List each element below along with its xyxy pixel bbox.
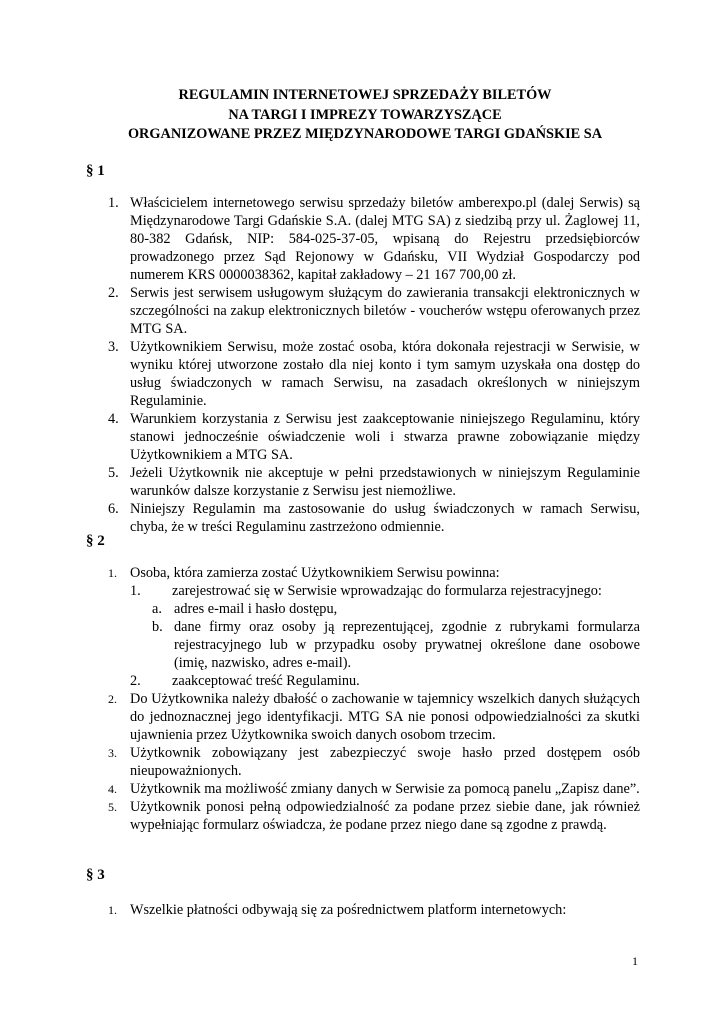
section-3-list <box>108 901 640 919</box>
alpha-item: b. dane firmy oraz osoby ją reprezentującej, zgodnie z rubrykami formularza rejestracyjnego lub w przypadku osoby prywatnej określone dane osobowe (imię, nazwisko, adres e-mail). <box>152 619 640 671</box>
list-item: 3. Użytkownik zobowiązany jest zabezpieczyć swoje hasło przed dostępem osób nieupoważnionych. <box>108 745 640 779</box>
section-2-list <box>108 564 640 834</box>
list-item: 6. Niniejszy Regulamin ma zastosowanie do usług świadczonych w ramach Serwisu, chyba, że w treści Regulaminu zastrzeżono odmiennie. <box>108 501 640 535</box>
page-number: 1 <box>632 954 638 968</box>
section-heading-1: § 1 <box>86 163 105 179</box>
title-line: REGULAMIN INTERNETOWEJ SPRZEDAŻY BILETÓW <box>178 87 552 103</box>
sub-item: 1. zarejestrować się w Serwisie wprowadzając do formularza rejestracyjnego: <box>130 583 602 599</box>
section-heading-2: § 2 <box>86 533 105 549</box>
list-item: 1. Właścicielem internetowego serwisu sprzedaży biletów amberexpo.pl (dalej Serwis) są Międzynarodowe Targi Gdańskie S.A. (dalej MTG SA) z siedzibą przy ul. Żaglowej 11, 80-382 Gdańsk, NIP: 584-025-37-05, wpisaną do Rejestru przedsiębiorców prowadzonego przez Sąd Rejonowy w Gdańsku, VII Wydział Gospodarczy pod numerem KRS 0000038362, kapitał zakładowy – 21 167 700,00 zł. <box>108 195 640 283</box>
list-item: 4. Użytkownik ma możliwość zmiany danych w Serwisie za pomocą panelu „Zapisz dane”. <box>108 781 640 797</box>
list-item: 1. Osoba, która zamierza zostać Użytkownikiem Serwisu powinna: <box>108 565 500 581</box>
section-heading-3: § 3 <box>86 867 105 883</box>
alpha-item: a. adres e-mail i hasło dostępu, <box>152 601 338 617</box>
title-line: ORGANIZOWANE PRZEZ MIĘDZYNARODOWE TARGI GDAŃSKIE SA <box>127 126 603 142</box>
section-1-list <box>108 194 640 536</box>
list-item: 1. Wszelkie płatności odbywają się za pośrednictwem platform internetowych: <box>108 902 567 918</box>
list-item: 5. Jeżeli Użytkownik nie akceptuje w pełni przedstawionych w niniejszym Regulaminie warunków dalsze korzystanie z Serwisu jest niemożliwe. <box>108 465 640 499</box>
list-item: 5. Użytkownik ponosi pełną odpowiedzialność za podane przez siebie dane, jak również wypełniając formularz oświadcza, że podane przez niego dane są zgodne z prawdą. <box>108 799 640 833</box>
list-item: 4. Warunkiem korzystania z Serwisu jest zaakceptowanie niniejszego Regulaminu, który stanowi jednocześnie oświadczenie woli i stwarza prawne zobowiązanie między Użytkownikiem a MTG SA. <box>108 411 640 463</box>
sub-item: 2. zaakceptować treść Regulaminu. <box>130 673 360 689</box>
list-item: 3. Użytkownikiem Serwisu, może zostać osoba, która dokonała rejestracji w Serwisie, w wyniku której utworzone zostało dla niej konto i tym samym uzyskała ona dostęp do usług świadczonych w ramach Serwisu, na zasadach określonych w niniejszym Regulaminie. <box>108 339 640 409</box>
list-item: 2. Serwis jest serwisem usługowym służącym do zawierania transakcji elektronicznych w szczególności na zakup elektronicznych biletów - voucherów wstępu oferowanych przez MTG SA. <box>108 285 640 337</box>
list-item: 2. Do Użytkownika należy dbałość o zachowanie w tajemnicy wszelkich danych służących do jednoznacznej jego identyfikacji. MTG SA nie ponosi odpowiedzialności za skutki ujawnienia przez Użytkownika swoich danych osobom trzecim. <box>108 691 640 743</box>
title-line: NA TARGI I IMPREZY TOWARZYSZĄCE <box>228 106 502 123</box>
document-title <box>80 86 650 145</box>
